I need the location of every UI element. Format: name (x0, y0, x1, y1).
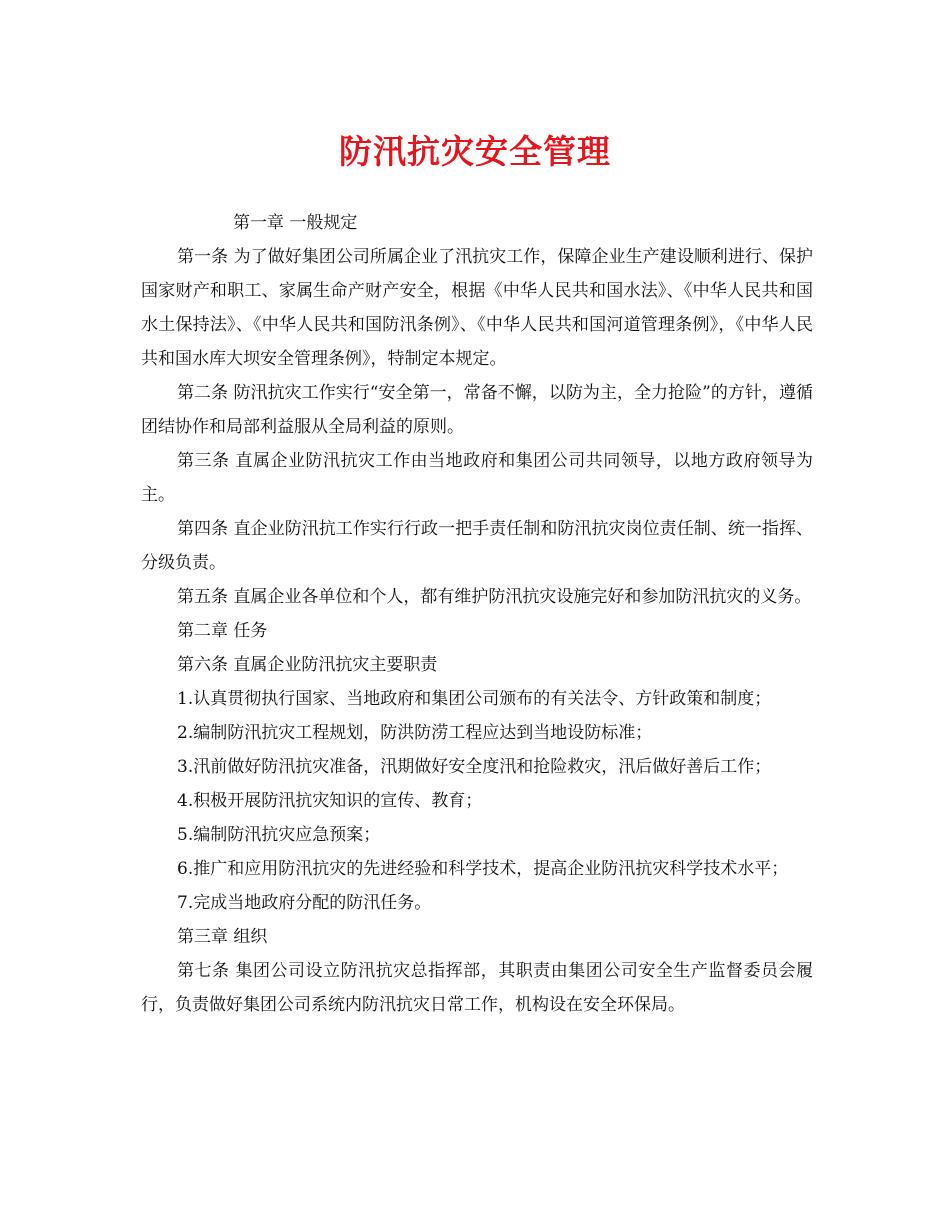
list-item: 6.推广和应用防汛抗灾的先进经验和科学技术，提高企业防汛抗灾科学技术水平； (177, 859, 789, 879)
list-item: 5.编制防汛抗灾应急预案； (177, 825, 381, 845)
chapter-heading: 第一章 一般规定 (233, 213, 358, 233)
article-paragraph: 第四条 直企业防汛抗工作实行行政一把手责任制和防汛抗灾岗位责任制、统一指挥、分级负责。 (141, 519, 813, 573)
list-item: 4.积极开展防汛抗灾知识的宣传、教育； (177, 791, 483, 811)
article-paragraph: 第二条 防汛抗灾工作实行“安全第一，常备不懈，以防为主，全力抢险”的方针，遵循团结协作和局部利益服从全局利益的原则。 (141, 383, 813, 437)
chapter-heading: 第二章 任务 (177, 621, 268, 641)
document-title: 防汛抗灾安全管理 (339, 132, 611, 171)
list-item: 7.完成当地政府分配的防汛任务。 (177, 893, 432, 913)
article-paragraph: 第六条 直属企业防汛抗灾主要职责 (177, 655, 438, 675)
list-item: 3.汛前做好防汛抗灾准备，汛期做好安全度汛和抢险救灾，汛后做好善后工作； (177, 757, 772, 777)
article-paragraph: 第五条 直属企业各单位和个人，都有维护防汛抗灾设施完好和参加防汛抗灾的义务。 (177, 587, 812, 607)
article-paragraph: 第三条 直属企业防汛抗灾工作由当地政府和集团公司共同领导，以地方政府领导为主。 (141, 451, 813, 505)
article-paragraph: 第一条 为了做好集团公司所属企业了汛抗灾工作，保障企业生产建设顺利进行、保护国家财产和职工、家属生命产财产安全，根据《中华人民共和国水法》、《中华人民共和国水土保持法》、《中华人民共和国防汛条例》、《中华人民共和国河道管理条例》，《中华人民共和国水库大坝安全管理条例》，特制定本规定。 (141, 247, 813, 369)
article-paragraph: 第七条 集团公司设立防汛抗灾总指挥部，其职责由集团公司安全生产监督委员会履行，负责做好集团公司系统内防汛抗灾日常工作，机构设在安全环保局。 (141, 961, 813, 1015)
document-body (141, 206, 813, 1022)
list-item: 1.认真贯彻执行国家、当地政府和集团公司颁布的有关法令、方针政策和制度； (177, 689, 772, 709)
list-item: 2.编制防汛抗灾工程规划，防洪防涝工程应达到当地设防标准； (177, 723, 653, 743)
chapter-heading: 第三章 组织 (177, 927, 268, 947)
